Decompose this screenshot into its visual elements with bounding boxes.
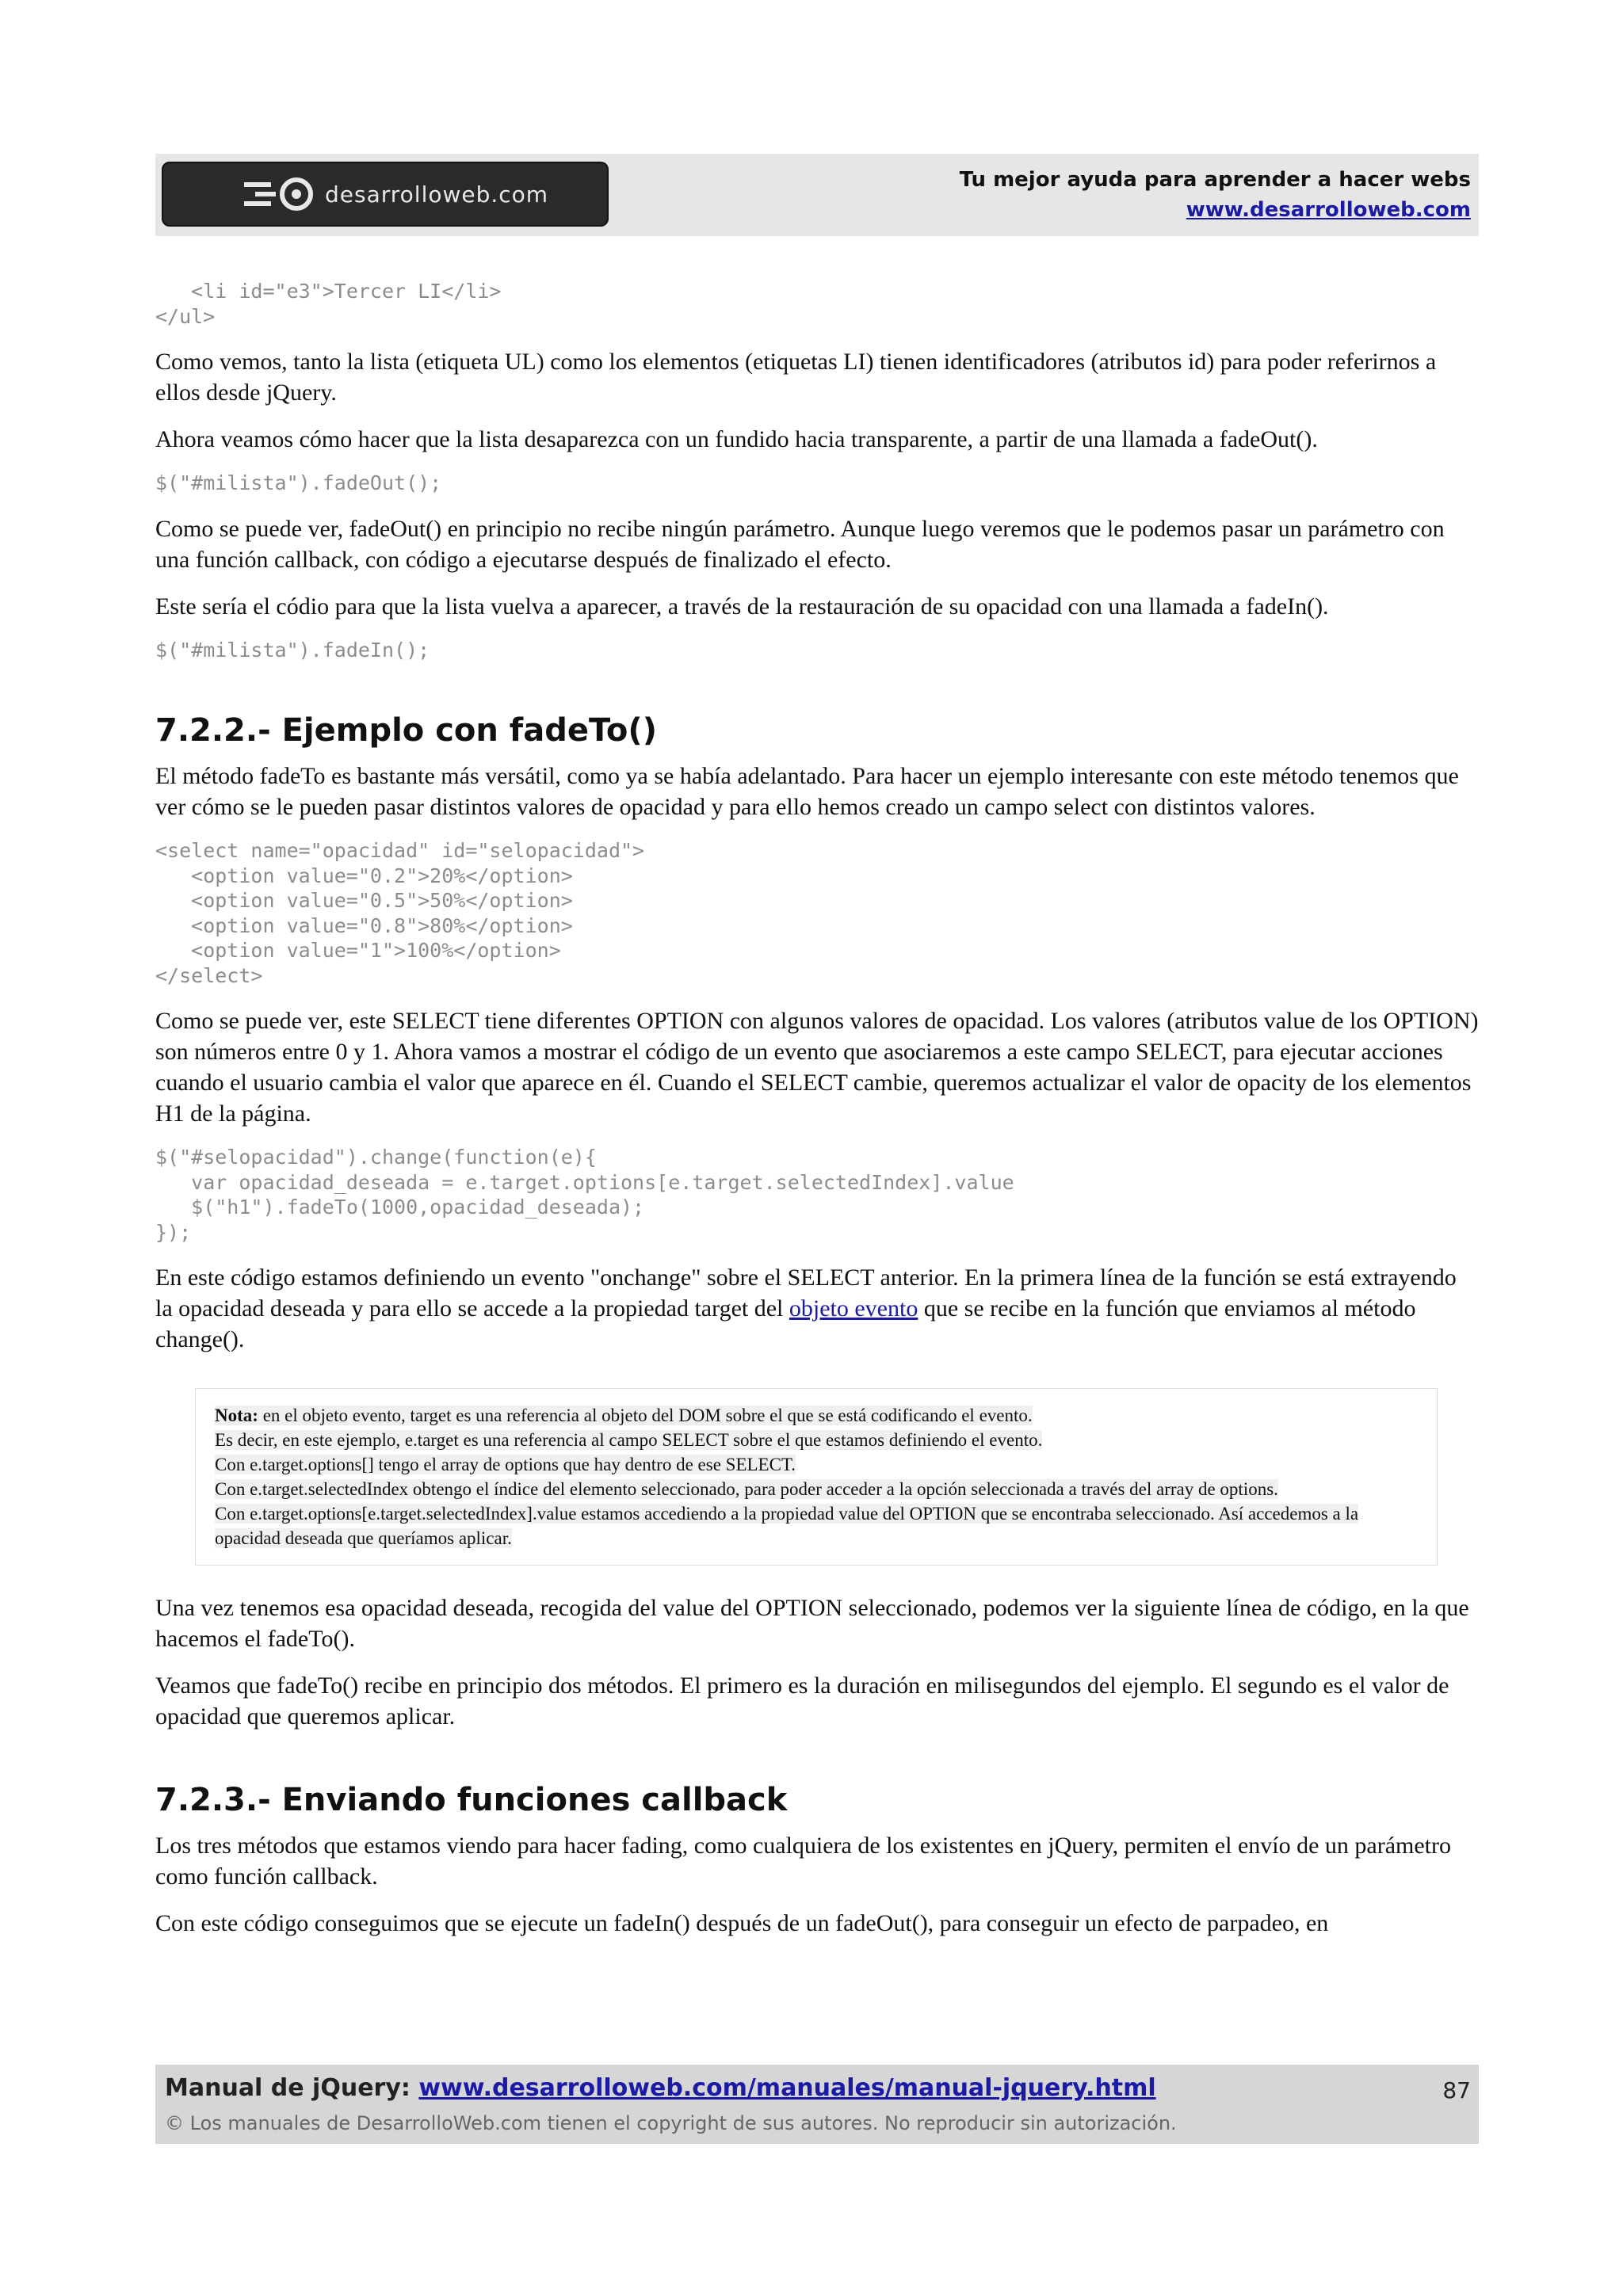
page-header — [155, 154, 1479, 236]
footer-copyright: © Los manuales de DesarrolloWeb.com tienen el copyright de sus autores. No reproducir sin autorización. — [165, 2112, 1177, 2134]
section-heading-722: 7.2.2.- Ejemplo con fadeTo() — [155, 712, 657, 749]
note-line: Con e.target.options[] tengo el array de options que hay dentro de ese SELECT. — [215, 1455, 796, 1474]
paragraph-text: En este código estamos definiendo un evento "onchange" sobre el SELECT anterior. En la primera línea de la función se está extrayendo la opacidad deseada y para ello se accede a la propiedad target del — [155, 1264, 1457, 1322]
note-box — [195, 1388, 1438, 1566]
page-number: 87 — [1442, 2077, 1471, 2103]
code-block-fadein: $("#milista").fadeIn(); — [155, 638, 430, 662]
logo-text: desarrolloweb.com — [325, 181, 549, 208]
main-content — [155, 279, 1479, 1955]
note-line: Con e.target.selectedIndex obtengo el índice del elemento seleccionado, para poder acceder a la opción seleccionada a través del array de options. — [215, 1479, 1278, 1499]
paragraph — [155, 1262, 1479, 1355]
note-line: Es decir, en este ejemplo, e.target es una referencia al campo SELECT sobre el que estamos definiendo el evento. — [215, 1430, 1043, 1450]
paragraph: Veamos que fadeTo() recibe en principio dos métodos. El primero es la duración en milisegundos del ejemplo. El segundo es el valor de opacidad que queremos aplicar. — [155, 1672, 1449, 1730]
paragraph: Ahora veamos cómo hacer que la lista desaparezca con un fundido hacia transparente, a partir de una llamada a fadeOut(). — [155, 426, 1318, 452]
paragraph: Como vemos, tanto la lista (etiqueta UL) como los elementos (etiquetas LI) tienen identificadores (atributos id) para poder referirnos a ellos desde jQuery. — [155, 349, 1437, 406]
note-text: en el objeto evento, target es una referencia al objeto del DOM sobre el que se está codificando el evento. — [258, 1405, 1033, 1425]
footer-manual-label: Manual de jQuery: — [165, 2074, 419, 2102]
header-tagline — [960, 165, 1471, 225]
note-label: Nota: — [215, 1405, 258, 1425]
page-footer — [155, 2065, 1479, 2144]
paragraph: Los tres métodos que estamos viendo para hacer fading, como cualquiera de los existentes en jQuery, permiten el envío de un parámetro como función callback. — [155, 1833, 1451, 1890]
paragraph: Este sería el códio para que la lista vuelva a aparecer, a través de la restauración de su opacidad con una llamada a fadeIn(). — [155, 593, 1329, 620]
paragraph: El método fadeTo es bastante más versátil, como ya se había adelantado. Para hacer un ejemplo interesante con este método tenemos que ver cómo se le pueden pasar distintos valores de opacidad y para ello hemos creado un campo select con distintos valores. — [155, 763, 1459, 820]
section-heading-723: 7.2.3.- Enviando funciones callback — [155, 1782, 788, 1818]
paragraph: Una vez tenemos esa opacidad deseada, recogida del value del OPTION seleccionado, podemos ver la siguiente línea de código, en la que hacemos el fadeTo(). — [155, 1595, 1469, 1652]
logo-icon — [239, 174, 319, 214]
paragraph: Como se puede ver, este SELECT tiene diferentes OPTION con algunos valores de opacidad. Los valores (atributos value de los OPTION) son números entre 0 y 1. Ahora vamos a mostrar el código de un evento que asociaremos a este campo SELECT, para ejecutar acciones cuando el usuario cambia el valor que aparece en él. Cuando el SELECT cambie, queremos actualizar el valor de opacity de los elementos H1 de la página. — [155, 1008, 1479, 1127]
paragraph: Como se puede ver, fadeOut() en principio no recibe ningún parámetro. Aunque luego veremos que le podemos pasar un parámetro con una función callback, con código a ejecutarse después de finalizado el efecto. — [155, 515, 1445, 573]
site-logo[interactable] — [162, 162, 609, 227]
code-block-ul-end: <li id="e3">Tercer LI</li> </ul> — [155, 280, 502, 328]
code-block-change-handler: $("#selopacidad").change(function(e){ var opacidad_deseada = e.target.options[e.target.selectedIndex].value $("h1").fadeTo(1000,opacidad_deseada); }); — [155, 1146, 1014, 1244]
paragraph-text: que se recibe en la función que enviamos al método change(). — [155, 1295, 1416, 1352]
note-line — [215, 1405, 1033, 1425]
code-block-select: <select name="opacidad" id="selopacidad"> <option value="0.2">20%</option> <option value="0.5">50%</option> <option value="0.8">80%</option> <option value="1">100%</option> </select> — [155, 839, 645, 987]
objeto-evento-link[interactable]: objeto evento — [789, 1295, 918, 1322]
paragraph: Con este código conseguimos que se ejecute un fadeIn() después de un fadeOut(), para conseguir un efecto de parpadeo, en — [155, 1910, 1329, 1936]
code-block-fadeout: $("#milista").fadeOut(); — [155, 471, 442, 494]
footer-manual — [165, 2074, 1156, 2102]
manual-link[interactable]: www.desarrolloweb.com/manuales/manual-jquery.html — [418, 2074, 1156, 2102]
tagline-text: Tu mejor ayuda para aprender a hacer webs — [959, 168, 1471, 192]
note-line: Con e.target.options[e.target.selectedIndex].value estamos accediendo a la propiedad value del OPTION que se encontraba seleccionado. Así accedemos a la opacidad deseada que queríamos aplicar. — [215, 1504, 1359, 1548]
site-link[interactable]: www.desarrolloweb.com — [1186, 198, 1471, 222]
